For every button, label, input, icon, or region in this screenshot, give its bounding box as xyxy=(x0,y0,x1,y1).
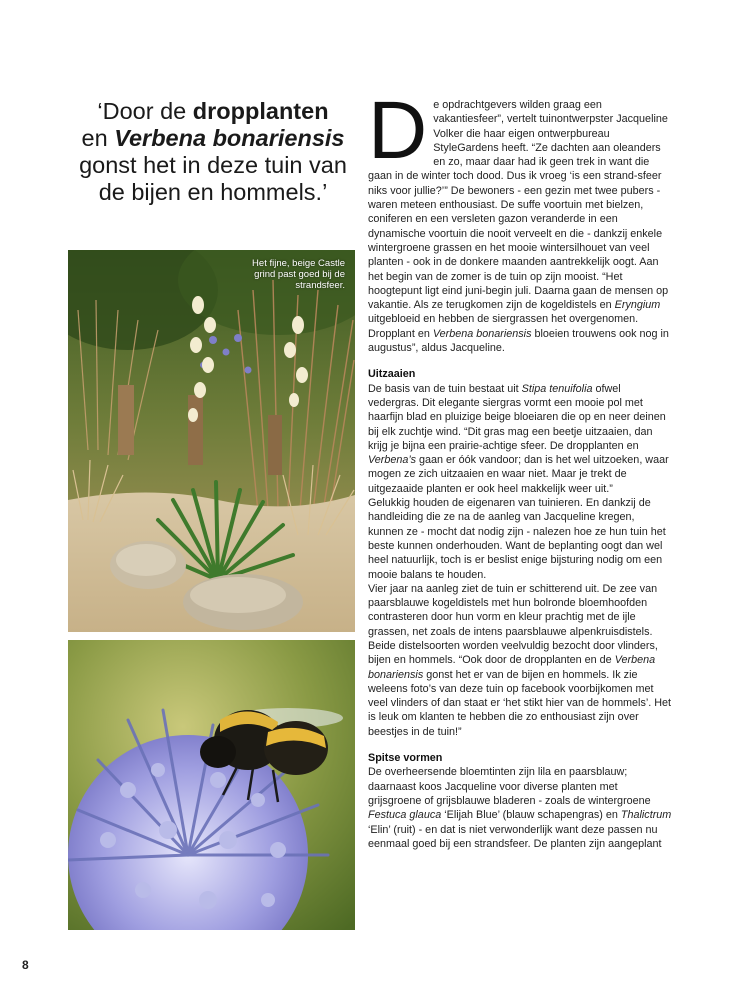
italic-term: Verbena bonariensis xyxy=(368,654,656,681)
garden-illustration xyxy=(68,250,355,632)
bumblebee-illustration xyxy=(68,640,355,930)
quote-bold-1: dropplanten xyxy=(192,98,329,124)
photo-caption: Het fijne, beige Castle grind past goed bij de strandsfeer. xyxy=(252,258,345,291)
section-heading-spitse-vormen: Spitse vormen xyxy=(368,752,443,765)
bumblebee-photo xyxy=(68,640,355,930)
italic-term: Thalictrum xyxy=(620,809,672,822)
italic-term: Stipa tenuifolia xyxy=(521,382,593,395)
italic-term: Verbena bonariensis xyxy=(432,327,532,340)
section1-paragraph-2: Gelukkig houden de eigenaren van tuinieren. En dankzij de handleiding die ze na de aanleg van Jacqueline kregen, kunnen ze - mocht dat nodig zijn - nalezen hoe ze hun tuin het beste kunnen onderhouden. Want de beplanting oogt dan wel heel natuurlijk, toch is er beslist enige bijsturing nodig om een mooie balans te houden. xyxy=(368,497,666,581)
intro-text: e opdrachtgevers wilden graag een vakantiesfeer”, vertelt tuinontwerpster Jacqueline Volker die haar eigen ontwerpbureau StyleGardens heeft. “Ze dachten aan oleanders en zo, maar daar had ik geen trek in want die gaan in de winter toch dood. Dus ik vroeg ‘is een strand-sfeer niks voor jullie?’” De bewoners - een gezin met twee pubers - waren meteen enthousiast. De suffe voortuin met bielzen, coniferen en een versleten gazon veranderde in een dynamische voortuin die nooit verveelt en die - dankzij enkele wintergroene grassen en het mooie wintersilhouet van veel planten - ook in de donkere maanden aantrekkelijk oogt. Aan het begin van de zomer is de tuin op zijn mooist. “Het hoogtepunt ligt eind juni-begin juli. Daarna gaan de mensen op vakantie. Als ze terugkomen zijn de kogeldistels en Eryngium uitgebloeid en hebben de siergrassen het overgenomen. Dropplant en Verbena bonariensis bloeien trouwens ook nog in augustus”, aldus Jacqueline. xyxy=(368,99,669,355)
section1-paragraph-1: De basis van de tuin bestaat uit Stipa tenuifolia ofwel vedergras. Dit elegante siergras vormt een mooie pol met haarfijn blad en pluizige beige bloeiaren die op en neer deinen bij elk zuchtje wind. “Dit gras mag een beetje uitzaaien, dan krijg je bijna een prairie-achtige sfeer. De dropplanten en Verbena’s gaan er óók vandoor; dan is het wel uitzoeken, waar mogen ze zich uitzaaien en waar niet. Maar je trekt de uitgezaaide planten er ook heel makkelijk weer uit.” xyxy=(368,382,669,495)
garden-photo xyxy=(68,250,355,632)
quote-text-1: ‘Door de xyxy=(97,98,193,124)
drop-cap: D xyxy=(368,85,428,176)
quote-text-2: en xyxy=(81,125,115,151)
intro-paragraph xyxy=(368,85,672,355)
section2-paragraph: De overheersende bloemtinten zijn lila en paarsblauw; daarnaast koos Jacqueline voor diverse planten met grijsgroene of grijsblauwe bladeren - zoals de wintergroene Festuca glauca ‘Elijah Blue’ (blauw schapengras) en Thalictrum ‘Elin’ (ruit) - en dat is niet verwonderlijk want deze passen nu eenmaal goed bij een strandsfeer. De planten zijn aangeplant xyxy=(368,766,672,850)
pull-quote xyxy=(68,98,358,206)
section1-paragraph-3: Vier jaar na aanleg ziet de tuin er schitterend uit. De zee van paarsblauwe kogeldistels met hun bolronde bloemhoofden contrasteren door hun vorm en kleur prachtig met de ijle grassen, net zoals de intens paarsblauwe alpenkruisdistels. Beide distelsoorten worden veelvuldig bezocht door vlinders, bijen en hommels. “Ook door de dropplanten en de Verbena bonariensis gonst het er van de bijen en hommels. Ik zie weleens foto’s van deze tuin op facebook voorbijkomen met veel vlinders of dan staat er ‘het stikt hier van de hommels’. Het is leuk om klanten te hebben die zo enthousiast zijn over beestjes in de tuin!” xyxy=(368,582,672,738)
page-number: 8 xyxy=(22,958,29,972)
article-body xyxy=(368,85,672,851)
quote-bold-italic: Verbena bonariensis xyxy=(114,125,345,151)
section-heading-uitzaaien: Uitzaaien xyxy=(368,368,416,381)
italic-term: Verbena’s xyxy=(368,454,417,467)
italic-term: Eryngium xyxy=(614,299,661,312)
quote-text-3: gonst het in deze tuin van de bijen en hommels.’ xyxy=(79,152,347,205)
italic-term: Festuca glauca xyxy=(368,809,442,822)
